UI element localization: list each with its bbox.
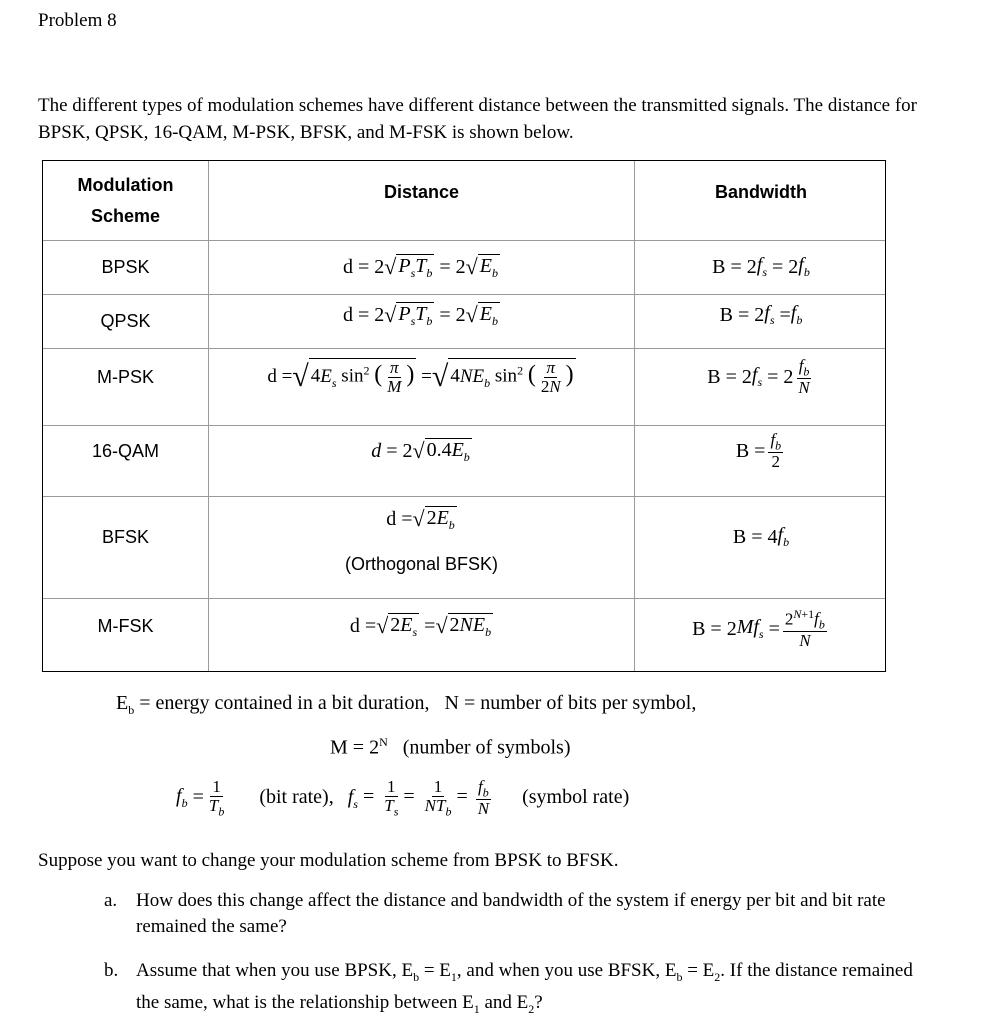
bandwidth-mpsk: B = 2 $f_s$ = 2 $\frac{f_b}{N}$ [707,356,810,398]
scheme-mfsk: M-FSK [97,615,154,636]
scheme-mpsk: M-PSK [96,366,154,387]
distance-note-bfsk: (Orthogonal BFSK) [344,553,499,574]
distance-16qam: d = 2 √ $0.4E_b$ [371,438,470,464]
header-distance: Distance [383,181,460,202]
header-bandwidth: Bandwidth [715,181,807,202]
scheme-16qam: 16-QAM [91,440,160,461]
header-scheme-line2: Scheme [90,205,161,226]
definition-line-1: $E_b$ = energy contained in a bit duration, N = number of bits per symbol, [116,692,697,717]
definition-line-2: $M = 2^N$ (number of symbols) [330,735,571,759]
intro-paragraph: The different types of modulation schemes have different distance between the transmitted signals. The distance for BPSK, QPSK, 16-QAM, M-PSK, BFSK, and M-FSK is shown below. [38,95,918,143]
column-divider [208,161,209,671]
bandwidth-mfsk: B = 2 $Mf_s$ = $\frac{2^{N+1}f_b}{N}$ [692,606,825,651]
distance-qpsk: d = 2 √ $P_sT_b$ = 2 √ $E_b$ [343,302,498,328]
question-intro: Suppose you want to change your modulation scheme from BPSK to BFSK. [38,850,619,871]
question-a-text: How does this change affect the distance and bandwidth of the system if energy per bit and bit rate remained the same? [136,890,886,937]
n-definition: = number of bits per symbol, [463,692,697,714]
bandwidth-bpsk: B = 2 $f_s$ = 2 $f_b$ [712,254,810,279]
question-a-label: a. [104,890,118,911]
symbol-rate-label: (symbol rate) [522,786,630,809]
distance-mpsk: d = √ $4E_s$ $\sin^2$ ( $\frac{\pi}{M}$ ) = √ $4NE_b$ $\sin^2$ ( $\frac{\pi}{2N}$ ) [267,358,574,396]
header-scheme-line1: Modulation [77,174,174,195]
bandwidth-16qam: B = $\frac{f_b}{2}$ [735,430,782,472]
bandwidth-bfsk: B = 4 $f_b$ [732,524,790,549]
bit-rate-label: (bit rate), [259,786,334,809]
modulation-table [42,160,886,672]
distance-bpsk: d = 2 √ $P_sT_b$ = 2 √ $E_b$ [343,254,498,280]
rate-definitions: $f_b$ = $\frac{1}{T_b}$ (bit rate), $f_s$ = $\frac{1}{T_s}$ = $\frac{1}{NT_b}$ = $\frac{f_b}{N}$ (symbol rate) [176,777,630,819]
question-b-label: b. [104,960,119,981]
problem-title: Problem 8 [38,10,117,31]
scheme-bpsk: BPSK [101,256,150,277]
bandwidth-qpsk: B = 2 $f_s$ = $f_b$ [719,302,803,327]
distance-bfsk: d = √ $2E_b$ [386,506,455,532]
column-divider [634,161,635,671]
header-modulation-scheme [43,161,208,240]
question-b-part1: Assume that when you use BPSK, E [136,960,414,981]
question-b-part3: and E [484,991,529,1013]
question-b-text: Assume that when you use BPSK, $E_b = E_1$, and when you use BFSK, $E_b = E_2$. If the distance remained the same, what is the relationship between $E_1$ and $E_2$? [136,960,913,1016]
m-definition: (number of symbols) [402,736,571,759]
scheme-bfsk: BFSK [101,526,149,547]
eb-definition: = energy contained in a bit duration, [139,692,430,714]
question-b-part2: If the distance remained the same, what is the relationship between E [136,960,913,1013]
scheme-qpsk: QPSK [100,310,151,331]
distance-mfsk: d = √ $2E_s$ = √ $2NE_b$ [349,613,492,639]
